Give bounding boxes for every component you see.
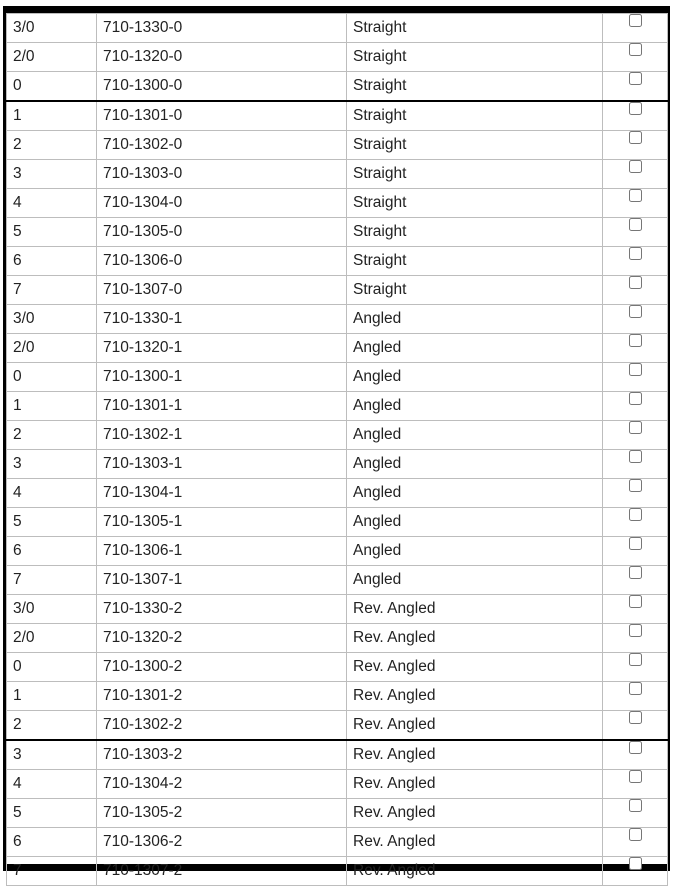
size-cell: 3 [7, 450, 97, 479]
select-cell [603, 101, 668, 131]
size-cell: 0 [7, 653, 97, 682]
style-cell: Angled [347, 508, 603, 537]
parts-table-body [7, 14, 668, 886]
select-checkbox[interactable] [629, 566, 642, 579]
table-row [7, 160, 668, 189]
table-row [7, 421, 668, 450]
size-cell: 3 [7, 740, 97, 770]
style-cell: Rev. Angled [347, 624, 603, 653]
table-row [7, 14, 668, 43]
select-checkbox[interactable] [629, 189, 642, 202]
table-row [7, 305, 668, 334]
style-cell: Angled [347, 421, 603, 450]
part-number-cell: 710-1307-1 [97, 566, 347, 595]
select-cell [603, 160, 668, 189]
part-number-cell: 710-1305-2 [97, 799, 347, 828]
size-cell: 1 [7, 682, 97, 711]
part-number-cell: 710-1301-2 [97, 682, 347, 711]
style-cell: Straight [347, 131, 603, 160]
style-cell: Straight [347, 218, 603, 247]
table-row [7, 508, 668, 537]
size-cell: 5 [7, 799, 97, 828]
table-row [7, 131, 668, 160]
select-cell [603, 740, 668, 770]
select-checkbox[interactable] [629, 857, 642, 870]
select-checkbox[interactable] [629, 102, 642, 115]
select-cell [603, 218, 668, 247]
table-row [7, 479, 668, 508]
select-checkbox[interactable] [629, 595, 642, 608]
select-checkbox[interactable] [629, 247, 642, 260]
table-row [7, 450, 668, 479]
style-cell: Angled [347, 479, 603, 508]
style-cell: Straight [347, 43, 603, 72]
table-row [7, 711, 668, 741]
part-number-cell: 710-1302-2 [97, 711, 347, 741]
part-number-cell: 710-1304-2 [97, 770, 347, 799]
style-cell: Rev. Angled [347, 595, 603, 624]
select-cell [603, 363, 668, 392]
table-row [7, 101, 668, 131]
select-cell [603, 595, 668, 624]
style-cell: Straight [347, 160, 603, 189]
size-cell: 2/0 [7, 624, 97, 653]
style-cell: Straight [347, 189, 603, 218]
size-cell: 4 [7, 479, 97, 508]
table-row [7, 857, 668, 886]
style-cell: Rev. Angled [347, 653, 603, 682]
select-cell [603, 537, 668, 566]
style-cell: Angled [347, 566, 603, 595]
select-cell [603, 72, 668, 102]
size-cell: 4 [7, 770, 97, 799]
size-cell: 7 [7, 566, 97, 595]
select-checkbox[interactable] [629, 537, 642, 550]
select-checkbox[interactable] [629, 43, 642, 56]
select-cell [603, 508, 668, 537]
size-cell: 6 [7, 247, 97, 276]
part-number-cell: 710-1303-1 [97, 450, 347, 479]
select-cell [603, 305, 668, 334]
select-checkbox[interactable] [629, 653, 642, 666]
part-number-cell: 710-1302-0 [97, 131, 347, 160]
select-checkbox[interactable] [629, 421, 642, 434]
select-cell [603, 421, 668, 450]
part-number-cell: 710-1307-0 [97, 276, 347, 305]
table-row [7, 189, 668, 218]
select-checkbox[interactable] [629, 741, 642, 754]
style-cell: Rev. Angled [347, 711, 603, 741]
part-number-cell: 710-1303-0 [97, 160, 347, 189]
select-checkbox[interactable] [629, 799, 642, 812]
size-cell: 4 [7, 189, 97, 218]
size-cell: 2/0 [7, 334, 97, 363]
table-row [7, 247, 668, 276]
size-cell: 7 [7, 857, 97, 886]
size-cell: 0 [7, 363, 97, 392]
table-row [7, 43, 668, 72]
size-cell: 3/0 [7, 595, 97, 624]
size-cell: 3/0 [7, 14, 97, 43]
select-cell [603, 334, 668, 363]
select-cell [603, 711, 668, 741]
part-number-cell: 710-1330-0 [97, 14, 347, 43]
table-row [7, 624, 668, 653]
table-row [7, 72, 668, 102]
select-cell [603, 450, 668, 479]
table-row [7, 770, 668, 799]
select-cell [603, 392, 668, 421]
select-cell [603, 799, 668, 828]
select-checkbox[interactable] [629, 479, 642, 492]
select-cell [603, 653, 668, 682]
table-row [7, 276, 668, 305]
table-row [7, 828, 668, 857]
select-checkbox[interactable] [629, 276, 642, 289]
style-cell: Straight [347, 72, 603, 102]
size-cell: 6 [7, 828, 97, 857]
part-number-cell: 710-1303-2 [97, 740, 347, 770]
style-cell: Angled [347, 305, 603, 334]
style-cell: Straight [347, 14, 603, 43]
style-cell: Rev. Angled [347, 857, 603, 886]
style-cell: Straight [347, 101, 603, 131]
size-cell: 2 [7, 131, 97, 160]
size-cell: 2/0 [7, 43, 97, 72]
select-cell [603, 770, 668, 799]
select-cell [603, 14, 668, 43]
style-cell: Rev. Angled [347, 799, 603, 828]
select-checkbox[interactable] [629, 72, 642, 85]
select-cell [603, 682, 668, 711]
select-cell [603, 43, 668, 72]
part-number-cell: 710-1304-0 [97, 189, 347, 218]
select-checkbox[interactable] [629, 711, 642, 724]
select-checkbox[interactable] [629, 624, 642, 637]
part-number-cell: 710-1305-1 [97, 508, 347, 537]
size-cell: 3 [7, 160, 97, 189]
part-number-cell: 710-1301-0 [97, 101, 347, 131]
part-number-cell: 710-1330-1 [97, 305, 347, 334]
select-checkbox[interactable] [629, 305, 642, 318]
table-row [7, 595, 668, 624]
style-cell: Rev. Angled [347, 770, 603, 799]
select-checkbox[interactable] [629, 770, 642, 783]
select-cell [603, 624, 668, 653]
style-cell: Angled [347, 363, 603, 392]
style-cell: Rev. Angled [347, 682, 603, 711]
select-checkbox[interactable] [629, 218, 642, 231]
style-cell: Straight [347, 276, 603, 305]
select-cell [603, 131, 668, 160]
size-cell: 7 [7, 276, 97, 305]
table-row [7, 799, 668, 828]
part-number-cell: 710-1306-0 [97, 247, 347, 276]
size-cell: 2 [7, 711, 97, 741]
part-number-cell: 710-1320-2 [97, 624, 347, 653]
table-row [7, 740, 668, 770]
style-cell: Angled [347, 334, 603, 363]
style-cell: Angled [347, 450, 603, 479]
part-number-cell: 710-1301-1 [97, 392, 347, 421]
select-checkbox[interactable] [629, 363, 642, 376]
size-cell: 1 [7, 392, 97, 421]
table-row [7, 392, 668, 421]
part-number-cell: 710-1320-0 [97, 43, 347, 72]
part-number-cell: 710-1320-1 [97, 334, 347, 363]
size-cell: 6 [7, 537, 97, 566]
table-row [7, 566, 668, 595]
part-number-cell: 710-1300-2 [97, 653, 347, 682]
style-cell: Rev. Angled [347, 828, 603, 857]
table-row [7, 682, 668, 711]
part-number-cell: 710-1330-2 [97, 595, 347, 624]
select-checkbox[interactable] [629, 392, 642, 405]
select-checkbox[interactable] [629, 450, 642, 463]
parts-table [6, 13, 668, 886]
select-checkbox[interactable] [629, 334, 642, 347]
part-number-cell: 710-1302-1 [97, 421, 347, 450]
size-cell: 5 [7, 508, 97, 537]
part-number-cell: 710-1306-1 [97, 537, 347, 566]
select-checkbox[interactable] [629, 160, 642, 173]
style-cell: Angled [347, 537, 603, 566]
size-cell: 0 [7, 72, 97, 102]
select-checkbox[interactable] [629, 508, 642, 521]
table-row [7, 537, 668, 566]
table-row [7, 363, 668, 392]
select-checkbox[interactable] [629, 828, 642, 841]
size-cell: 2 [7, 421, 97, 450]
style-cell: Rev. Angled [347, 740, 603, 770]
select-cell [603, 276, 668, 305]
select-cell [603, 566, 668, 595]
select-cell [603, 247, 668, 276]
select-cell [603, 479, 668, 508]
part-number-cell: 710-1304-1 [97, 479, 347, 508]
select-cell [603, 857, 668, 886]
table-row [7, 334, 668, 363]
size-cell: 1 [7, 101, 97, 131]
select-checkbox[interactable] [629, 14, 642, 27]
size-cell: 5 [7, 218, 97, 247]
style-cell: Angled [347, 392, 603, 421]
size-cell: 3/0 [7, 305, 97, 334]
select-checkbox[interactable] [629, 131, 642, 144]
select-checkbox[interactable] [629, 682, 642, 695]
part-number-cell: 710-1300-1 [97, 363, 347, 392]
part-number-cell: 710-1300-0 [97, 72, 347, 102]
part-number-cell: 710-1305-0 [97, 218, 347, 247]
style-cell: Straight [347, 247, 603, 276]
table-row [7, 653, 668, 682]
select-cell [603, 189, 668, 218]
part-number-cell: 710-1307-2 [97, 857, 347, 886]
part-number-cell: 710-1306-2 [97, 828, 347, 857]
table-row [7, 218, 668, 247]
select-cell [603, 828, 668, 857]
